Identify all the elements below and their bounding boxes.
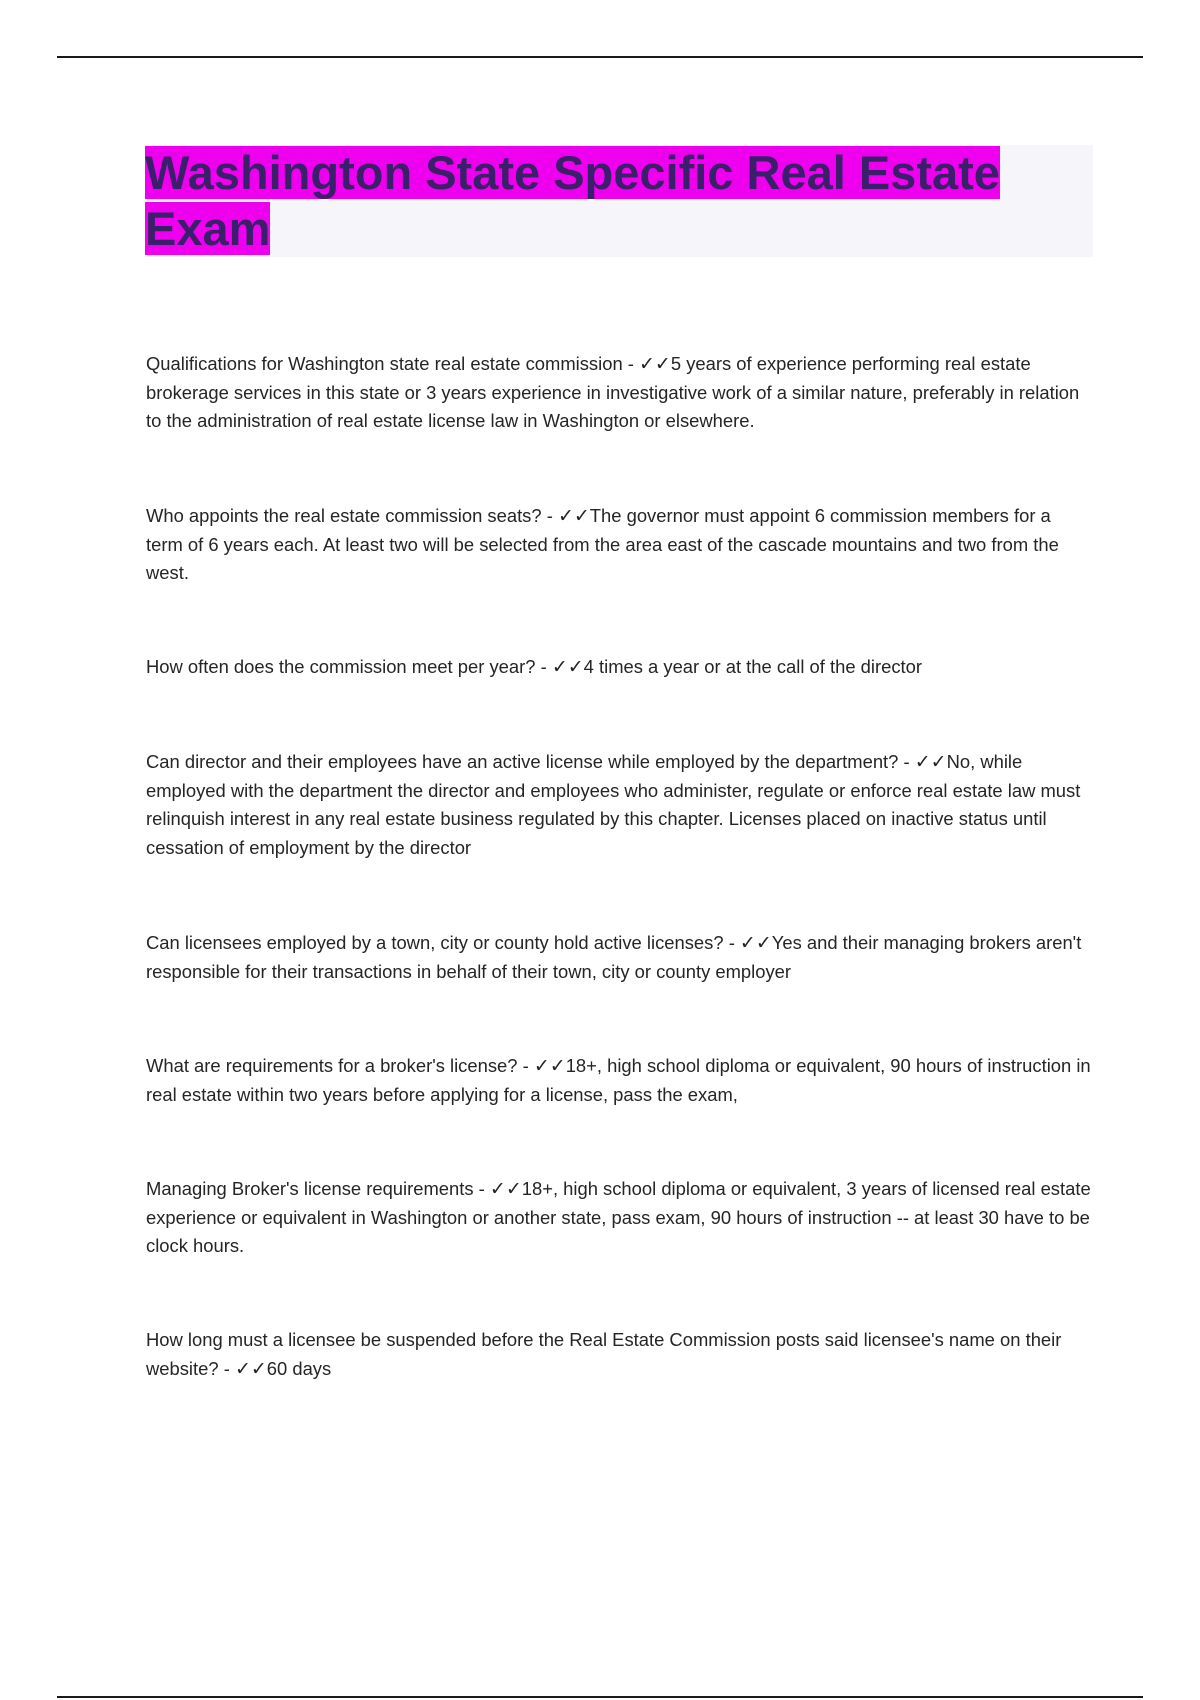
answer-text: 18+, high school diploma or equivalent, 3 years of licensed real estate experience or equivalent in Washington or another state, pass exam, 90 hours of instruction -- at least 30 have to be clock hours.: [146, 1178, 1091, 1256]
separator: -: [898, 751, 915, 772]
qa-item: [146, 1175, 1092, 1261]
qa-item: [146, 502, 1092, 588]
qa-item: [146, 1326, 1092, 1383]
double-check-icon: ✓✓: [557, 505, 590, 527]
document-title-text: Washington State Specific Real Estate Exam: [145, 146, 1000, 255]
top-rule: [57, 56, 1143, 58]
answer-text: 60 days: [266, 1357, 332, 1379]
double-check-icon: ✓✓: [533, 1055, 566, 1077]
answer-text: Yes and their managing brokers aren't responsible for their transactions in behalf of their town, city or county employer: [146, 932, 1082, 982]
question-text: How often does the commission meet per year?: [146, 656, 536, 677]
double-check-icon: ✓✓: [739, 932, 772, 954]
question-text: Qualifications for Washington state real estate commission: [146, 353, 623, 374]
separator: -: [541, 505, 558, 526]
qa-item: [146, 929, 1092, 986]
double-check-icon: ✓✓: [489, 1178, 522, 1200]
separator: -: [535, 656, 552, 677]
double-check-icon: ✓✓: [551, 656, 584, 678]
double-check-icon: ✓✓: [914, 751, 947, 773]
answer-text: 5 years of experience performing real estate brokerage services in this state or 3 years experience in investigative work of a similar nature, preferably in relation to the administration of real estate license law in Washington or elsewhere.: [146, 353, 1080, 431]
bottom-rule: [57, 1696, 1143, 1698]
title-box: [145, 145, 1093, 257]
qa-item: [146, 1052, 1092, 1109]
separator: -: [517, 1055, 534, 1076]
qa-item: [146, 748, 1092, 862]
question-text: Managing Broker's license requirements: [146, 1178, 474, 1199]
separator: -: [622, 353, 640, 374]
separator: -: [473, 1178, 490, 1199]
question-text: What are requirements for a broker's license?: [146, 1055, 518, 1076]
question-text: How long must a licensee be suspended before the Real Estate Commission posts said licensee's name on their website?: [146, 1329, 1062, 1379]
double-check-icon: ✓✓: [234, 1357, 267, 1380]
question-text: Can director and their employees have an active license while employed by the department?: [146, 751, 899, 772]
answer-text: 18+, high school diploma or equivalent, 90 hours of instruction in real estate within two years before applying for a license, pass the exam,: [146, 1055, 1091, 1105]
answer-text: The governor must appoint 6 commission members for a term of 6 years each. At least two will be selected from the area east of the cascade mountains and two from the west.: [146, 505, 1059, 583]
document-title: [145, 145, 1035, 257]
question-text: Who appoints the real estate commission seats?: [146, 505, 542, 526]
answer-text: No, while employed with the department the director and employees who administer, regulate or enforce real estate law must relinquish interest in any real estate business regulated by this chapter. Licenses placed on inactive status until cessation of employment by the director: [146, 751, 1081, 858]
answer-text: 4 times a year or at the call of the director: [583, 656, 922, 677]
separator: -: [218, 1357, 235, 1379]
qa-item: [146, 350, 1092, 436]
question-text: Can licensees employed by a town, city or county hold active licenses?: [146, 932, 724, 953]
separator: -: [723, 932, 740, 953]
double-check-icon: ✓✓: [639, 353, 671, 375]
qa-item: [146, 653, 1092, 682]
